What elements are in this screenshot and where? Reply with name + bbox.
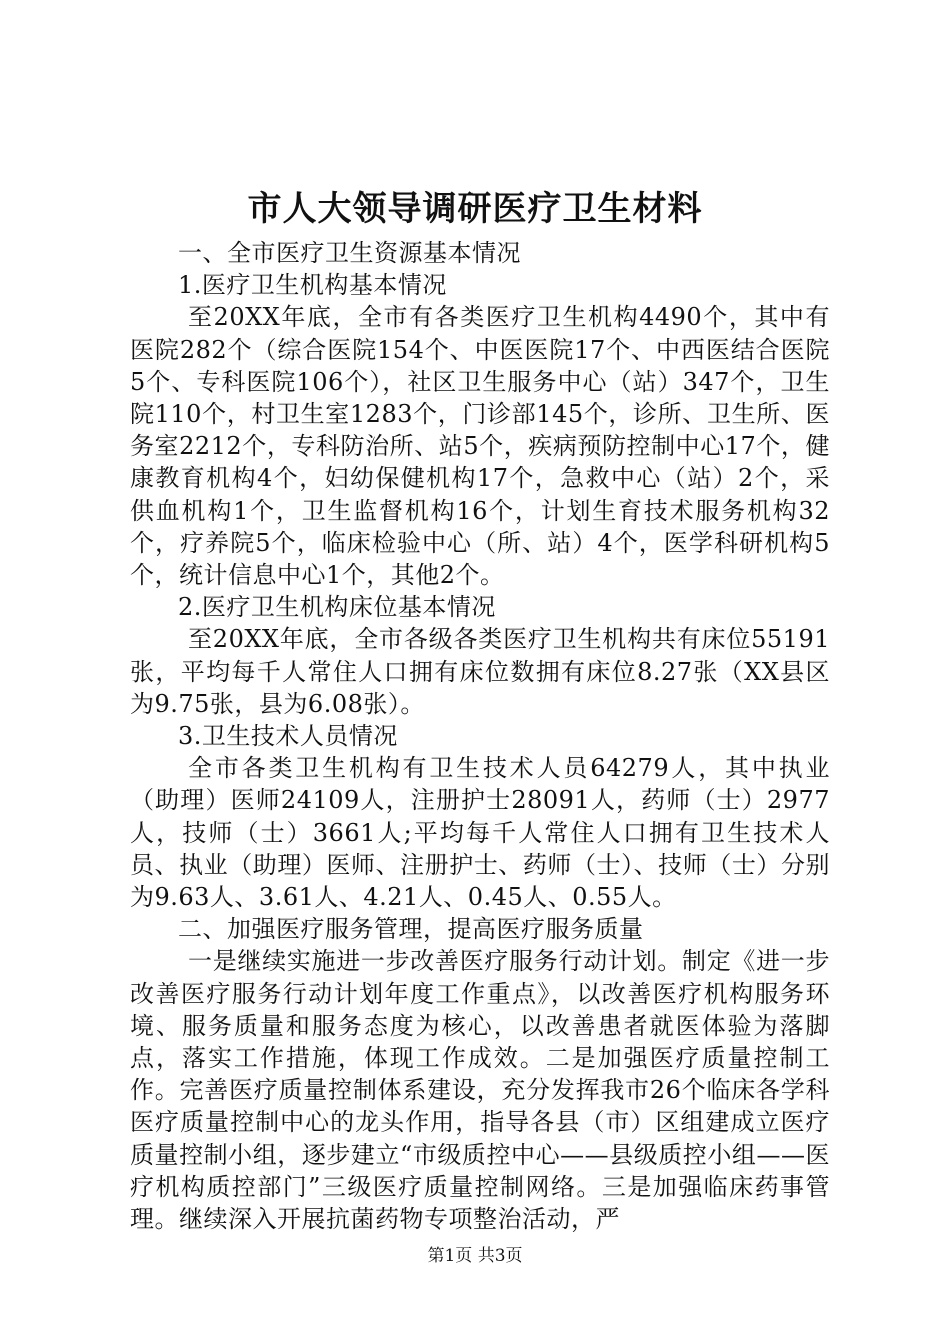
section-heading: 一、全市医疗卫生资源基本情况 (178, 239, 521, 267)
body-paragraph: 至20XX年底，全市有各类医疗卫生机构4490个，其中有医院282个（综合医院154个、中医医院17个、中西医结合医院5个、专科医院106个），社区卫生服务中心（站）347个，卫生院110个，村卫生室1283个，门诊部145个，诊所、卫生所、医务室2212个，专科防治所、站5个，疾病预防控制中心17个，健康教育机构4个，妇幼保健机构17个，急救中心（站）2个，采供血机构1个，卫生监督机构16个，计划生育技术服务机构32个，疗养院5个，临床检验中心（所、站）4个，医学科研机构5个，统计信息中心1个，其他2个。 (130, 303, 830, 590)
page-footer: 第1页 共3页 (427, 1246, 523, 1266)
body-paragraph: 全市各类卫生机构有卫生技术人员64279人，其中执业（助理）医师24109人，注册护士28091人，药师（士）2977人，技师（士）3661人;平均每千人常住人口拥有卫生技术人员、执业（助理）医师、注册护士、药师（士）、技师（士）分别为9.63人、3.61人、4.21人、0.45人、0.55人。 (130, 754, 830, 912)
document-body (130, 237, 830, 1235)
body-paragraph: 一是继续实施进一步改善医疗服务行动计划。制定《进一步改善医疗服务行动计划年度工作重点》，以改善医疗机构服务环境、服务质量和服务态度为核心，以改善患者就医体验为落脚点，落实工作措施，体现工作成效。二是加强医疗质量控制工作。完善医疗质量控制体系建设，充分发挥我市26个临床各学科医疗质量控制中心的龙头作用，指导各县（市）区组建成立医疗质量控制小组，逐步建立“市级质控中心——县级质控小组——医疗机构质控部门”三级医疗质量控制网络。三是加强临床药事管理。继续深入开展抗菌药物专项整治活动，严 (130, 947, 830, 1234)
subsection-heading: 1.医疗卫生机构基本情况 (178, 271, 447, 300)
subsection-heading: 3.卫生技术人员情况 (178, 722, 398, 751)
body-paragraph: 至20XX年底，全市各级各类医疗卫生机构共有床位55191张，平均每千人常住人口拥有床位数拥有床位8.27张（XX县区为9.75张，县为6.08张）。 (130, 625, 830, 718)
section-heading: 二、加强医疗服务管理，提高医疗服务质量 (178, 915, 644, 944)
document-title: 市人大领导调研医疗卫生材料 (247, 189, 703, 229)
subsection-heading: 2.医疗卫生机构床位基本情况 (178, 593, 496, 622)
